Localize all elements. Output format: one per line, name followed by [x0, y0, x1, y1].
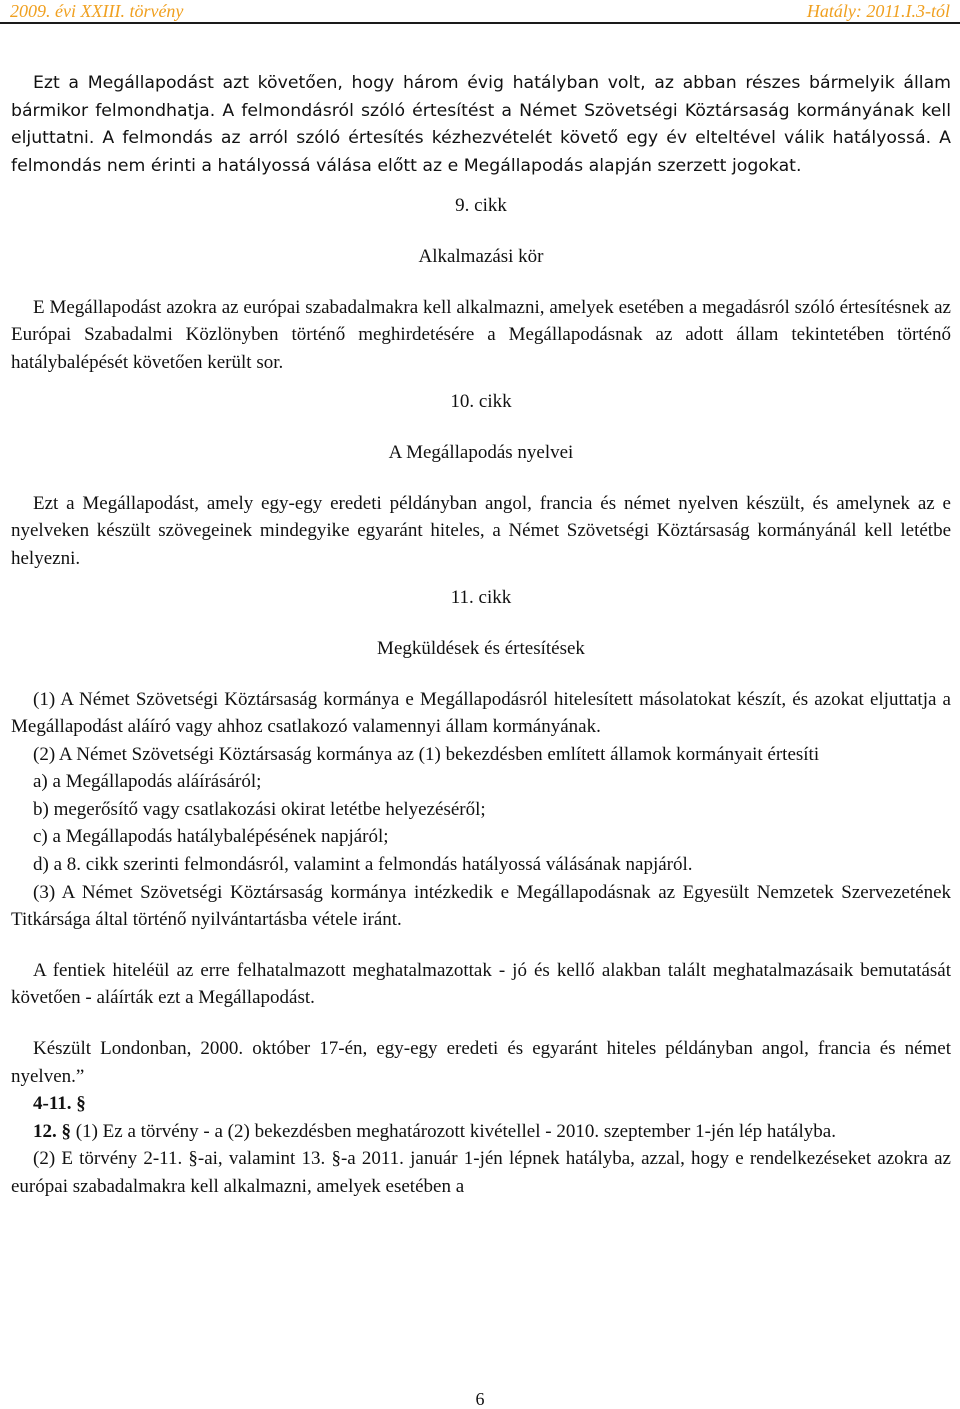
list-item: d) a 8. cikk szerinti felmondásról, valamint a felmondás hatályossá válásának napjáról. [33, 854, 693, 876]
section-sign: § [331, 1148, 341, 1170]
witness-clause: A fentiek hiteléül az erre felhatalmazott meghatalmazottak - jó és kellő alakban talált meghatalmazásaik bemutatását követően - aláírták ezt a Megállapodást. [11, 959, 951, 1009]
section-4-11-label: 4-11. [33, 1093, 72, 1115]
article-11-number: 11. cikk [450, 587, 512, 609]
section-12-paragraph-2 [11, 1145, 951, 1200]
article-9-title: Alkalmazási kör [418, 245, 544, 267]
section-12-paragraph-1 [11, 1118, 951, 1146]
section-sign: § [76, 1093, 86, 1115]
intro-paragraph: Ezt a Megállapodást azt követően, hogy három évig hatályban volt, az abban részes bármelyik állam bármikor felmondhatja. A felmondásról szóló értesítést a Német Szövetségi Köztársaság kormányának kell eljuttatni. A felmondás az arról szóló értesítés kézhezvételét követő egy év elteltével válik hatályossá. A felmondás nem érinti a hatályossá válása előtt az e Megállapodás alapján szerzett jogokat. [11, 73, 951, 176]
article-9-text: E Megállapodást azokra az európai szabadalmakra kell alkalmazni, amelyek esetében a megadásról szóló értesítésnek az Európai Szabadalmi Közlönyben történő meghirdetésére a Megállapodásnak az adott állam tekintetében történő hatálybalépését követően került sor. [11, 296, 951, 373]
article-10-title: A Megállapodás nyelvei [388, 441, 574, 463]
section-12-label: 12. [33, 1120, 57, 1142]
section-sign: § [61, 1120, 71, 1142]
article-10-text: Ezt a Megállapodást, amely egy-egy eredeti példányban angol, francia és német nyelven készült, és amelynek az e nyelveken készült szövegeinek mindegyike egyaránt hiteles, a Német Szövetségi Köztársaság kormányánál kell letétbe helyezni. [11, 492, 951, 569]
article-11-title: Megküldések és értesítések [377, 637, 585, 659]
header-law-title: 2009. évi XXIII. törvény [10, 1, 184, 21]
article-11-paragraph-3: (3) A Német Szövetségi Köztársaság kormánya intézkedik e Megállapodásnak az Egyesült Nemzetek Szervezetének Titkársága által történő nyilvántartásba vétele iránt. [11, 881, 951, 931]
document-body [11, 70, 951, 1201]
section-12-p2-part-b: -ai, valamint 13. [197, 1148, 332, 1170]
section-12-p2-part-a: (2) E törvény 2-11. [33, 1148, 189, 1170]
list-item: a) a Megállapodás aláírásáról; [33, 771, 262, 793]
article-11-paragraph-1: (1) A Német Szövetségi Köztársaság kormánya e Megállapodásról hitelesített másolatokat készít, és azokat eljuttatja a Megállapodást aláíró vagy ahhoz csatlakozó valamennyi állam kormányának. [11, 688, 951, 738]
article-11-paragraph-2: (2) A Német Szövetségi Köztársaság kormánya az (1) bekezdésben említett államok kormányait értesíti [33, 743, 820, 765]
article-10-number: 10. cikk [450, 391, 512, 413]
section-12-text: (1) Ez a törvény - a (2) bekezdésben meghatározott kivétellel - 2010. szeptember 1-jén lép hatályba. [71, 1120, 836, 1142]
list-item: c) a Megállapodás hatálybalépésének napjáról; [33, 826, 389, 848]
header-effective-date: Hatály: 2011.I.3-tól [806, 1, 950, 21]
section-4-11 [11, 1090, 951, 1118]
page-number: 6 [475, 1389, 485, 1409]
article-9-number: 9. cikk [455, 195, 507, 217]
done-at-clause: Készült Londonban, 2000. október 17-én, egy-egy eredeti és egyaránt hiteles példányban angol, francia és német nyelven.” [11, 1038, 951, 1087]
page-header [0, 0, 960, 24]
list-item: b) megerősítő vagy csatlakozási okirat letétbe helyezéséről; [33, 798, 486, 820]
section-sign: § [188, 1148, 198, 1170]
section-12-p2-part-c: -a 2011. január 1-jén lépnek hatályba, azzal, hogy e rendelkezéseket azokra az európai szabadalmakra kell alkalmazni, amelyek esetében a [11, 1148, 951, 1197]
